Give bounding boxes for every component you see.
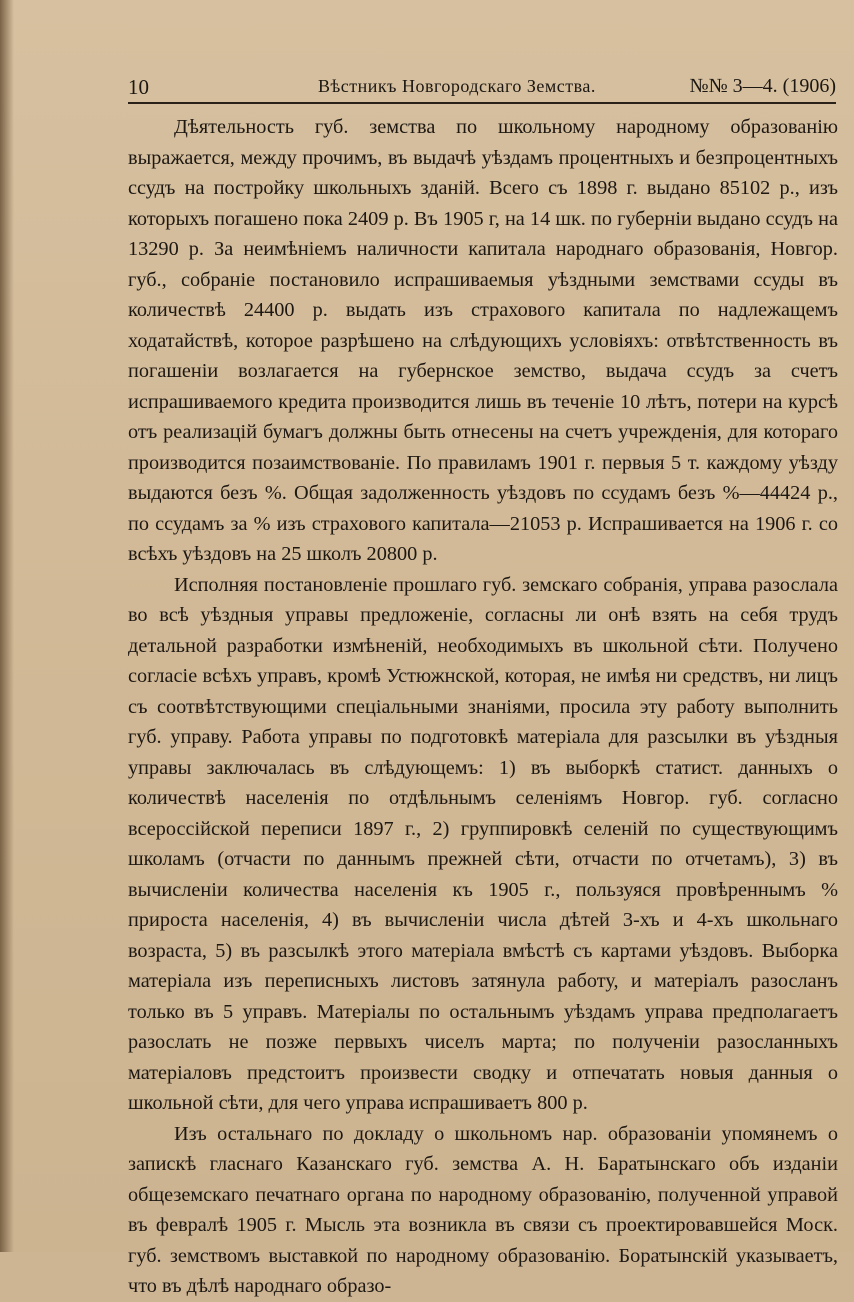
paragraph-school-network: Исполняя постановленіе прошлаго губ. земскаго собранія, управа разослала во всѣ уѣздныя управы предложеніе, согласны ли онѣ взять на себя трудъ детальной разработки измѣненій, необходимыхъ въ школьной сѣти. Получено согласіе всѣхъ управъ, кромѣ Устюжнской, которая, не имѣя ни средствъ, ни лицъ съ соотвѣтствующими спеціальными знаніями, просила эту работу выполнить губ. управу. Работа управы по подготовкѣ матеріала для разсылки въ уѣздныя управы заключалась въ слѣдующемъ: 1) въ выборкѣ статист. данныхъ о количествѣ населенія по отдѣльнымъ селеніямъ Новгор. губ. согласно всероссійской переписи 1897 г., 2) группировкѣ селеній по существующимъ школамъ (отчасти по даннымъ прежней сѣти, отчасти по отчетамъ), 3) въ вычисленіи количества населенія къ 1905 г., пользуяся провѣреннымъ % прироста населенія, 4) въ вычисленіи числа дѣтей 3-хъ и 4-хъ школьнаго возраста, 5) въ разсылкѣ этого матеріала вмѣстѣ съ картами уѣздовъ. Выборка матеріала изъ переписныхъ листовъ затянула работу, и матеріалъ разосланъ только въ 5 управъ. Матеріалы по остальнымъ уѣздамъ управа предполагаетъ разослать не позже первыхъ чиселъ марта; по полученіи разосланныхъ матеріаловъ предстоитъ произвести сводку и отпечатать новыя данныя о школьной сѣти, для чего управа испрашиваетъ 800 р. xyxy=(128,573,838,1114)
body-text xyxy=(128,112,838,1302)
running-head xyxy=(128,72,836,104)
paragraph-baratynsky-note: Изъ остальнаго по докладу о школьномъ нар. образованіи упомянемъ о запискѣ гласнаго Казанскаго губ. земства А. Н. Баратынскаго объ изданіи общеземскаго печатнаго органа по народному образованію, полученной управой въ февралѣ 1905 г. Мысль эта возникла въ связи съ проектировавшейся Моск. губ. земствомъ выставкой по народному образованію. Боратынскій указываетъ, что въ дѣлѣ народнаго образо- xyxy=(128,1122,838,1297)
page-number: 10 xyxy=(128,75,149,99)
issue-number: №№ 3—4. (1906) xyxy=(689,75,836,97)
paragraph-school-loans: Дѣятельность губ. земства по школьному народному образованію выражается, между прочимъ, въ выдачѣ уѣздамъ процентныхъ и безпроцентныхъ ссудъ на постройку школьныхъ зданій. Всего съ 1898 г. выдано 85102 р., изъ которыхъ погашено пока 2409 р. Въ 1905 г, на 14 шк. по губерніи выдано ссудъ на 13290 р. За неимѣніемъ наличности капитала народнаго образованія, Новгор. губ., собраніе постановило испрашиваемыя уѣздными земствами ссуды въ количествѣ 24400 р. выдать изъ страхового капитала по надлежащемъ ходатайствѣ, которое разрѣшено на слѣдующихъ условіяхъ: отвѣтственность въ погашеніи возлагается на губернское земство, выдача ссудъ за счетъ испрашиваемого кредита производится лишь въ теченіе 10 лѣтъ, потери на курсѣ отъ реализацій бумагъ должны быть отнесены на счетъ учрежденія, для котораго производится позаимствованіе. По правиламъ 1901 г. первыя 5 т. каждому уѣзду выдаются безъ %. Общая задолженность уѣздовъ по ссудамъ безъ %—44424 р., по ссудамъ за % изъ страхового капитала—21053 р. Испрашивается на 1906 г. со всѣхъ уѣздовъ на 25 школъ 20800 р. xyxy=(128,116,838,565)
journal-title: Вѣстникъ Новгородскаго Земства. xyxy=(318,76,596,96)
